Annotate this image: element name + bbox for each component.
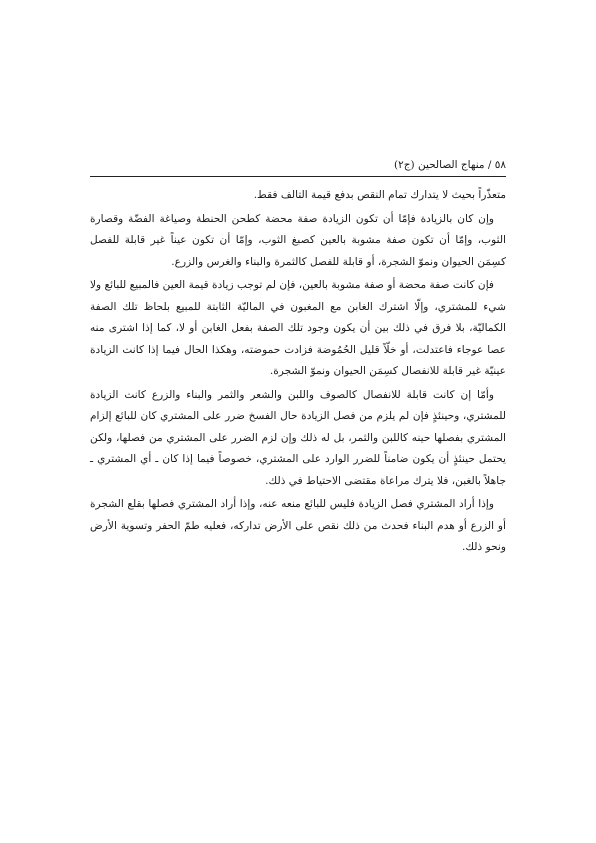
paragraph: متعذّراً بحيث لا يتدارك تمام النقص بدفع قيمة التالف فقط. <box>253 189 506 201</box>
header-rule <box>90 176 506 177</box>
running-header: ٥٨ / منهاج الصالحين (ج٢) <box>394 159 506 171</box>
body-text <box>90 185 506 561</box>
paragraph: وإن كان بالزيادة فإمّا أن تكون الزيادة صفة محضة كطحن الحنطة وصياغة الفضّة وقصارة الثوب، وإمّا أن تكون صفة مشوبة بالعين كصبغ الثوب، وإمّا أن تكون عيناً غير قابلة للفصل كسِمَن الحيوان ونموّ الشجرة، أو قابلة للفصل كالثمرة والبناء والغرس والزرع. <box>90 212 506 268</box>
paragraph: وأمّا إن كانت قابلة للانفصال كالصوف واللبن والشعر والثمر والبناء والزرع كانت الزيادة للمشتري، وحينئذٍ فإن لم يلزم من فصل الزيادة حال الفسخ ضرر على المشتري كان للبائع إلزام المشتري بفصلها حينه كاللبن والثمر، بل له ذلك وإن لزم الضرر على المشتري من فصلها، ولكن يحتمل حينئذٍ أن يكون ضامناً للضرر الوارد على المشتري، خصوصاً فيما إذا كان ـ أي المشتري ـ جاهلاً بالغبن، فلا يترك مراعاة مقتضى الاحتياط في ذلك. <box>90 388 506 487</box>
paragraph: وإذا أراد المشتري فصل الزيادة فليس للبائع منعه عنه، وإذا أراد المشتري فصلها بقلع الشجرة أو الزرع أو هدم البناء فحدث من ذلك نقص على الأرض تداركه، فعليه طمّ الحفر وتسوية الأرض ونحو ذلك. <box>90 498 506 553</box>
paragraph: فإن كانت صفة محضة أو صفة مشوبة بالعين، فإن لم توجب زيادة قيمة العين فالمبيع للبائع ولا شيء للمشتري، وإلّا اشترك الغابن مع المغبون في الماليّة الثابتة للمبيع بلحاظ تلك الصفة الكماليّة، بلا فرق في ذلك بين أن يكون وجود تلك الصفة بفعل الغابن أو لا، كما إذا اشترى منه عصا عوجاء فاعتدلت، أو خلّاً قليل الحُمُوضة فزادت حموضته، وهكذا الحال فيما إذا كانت الزيادة عينيّة غير قابلة للانفصال كسِمَن الحيوان ونموّ الشجرة. <box>90 279 506 377</box>
